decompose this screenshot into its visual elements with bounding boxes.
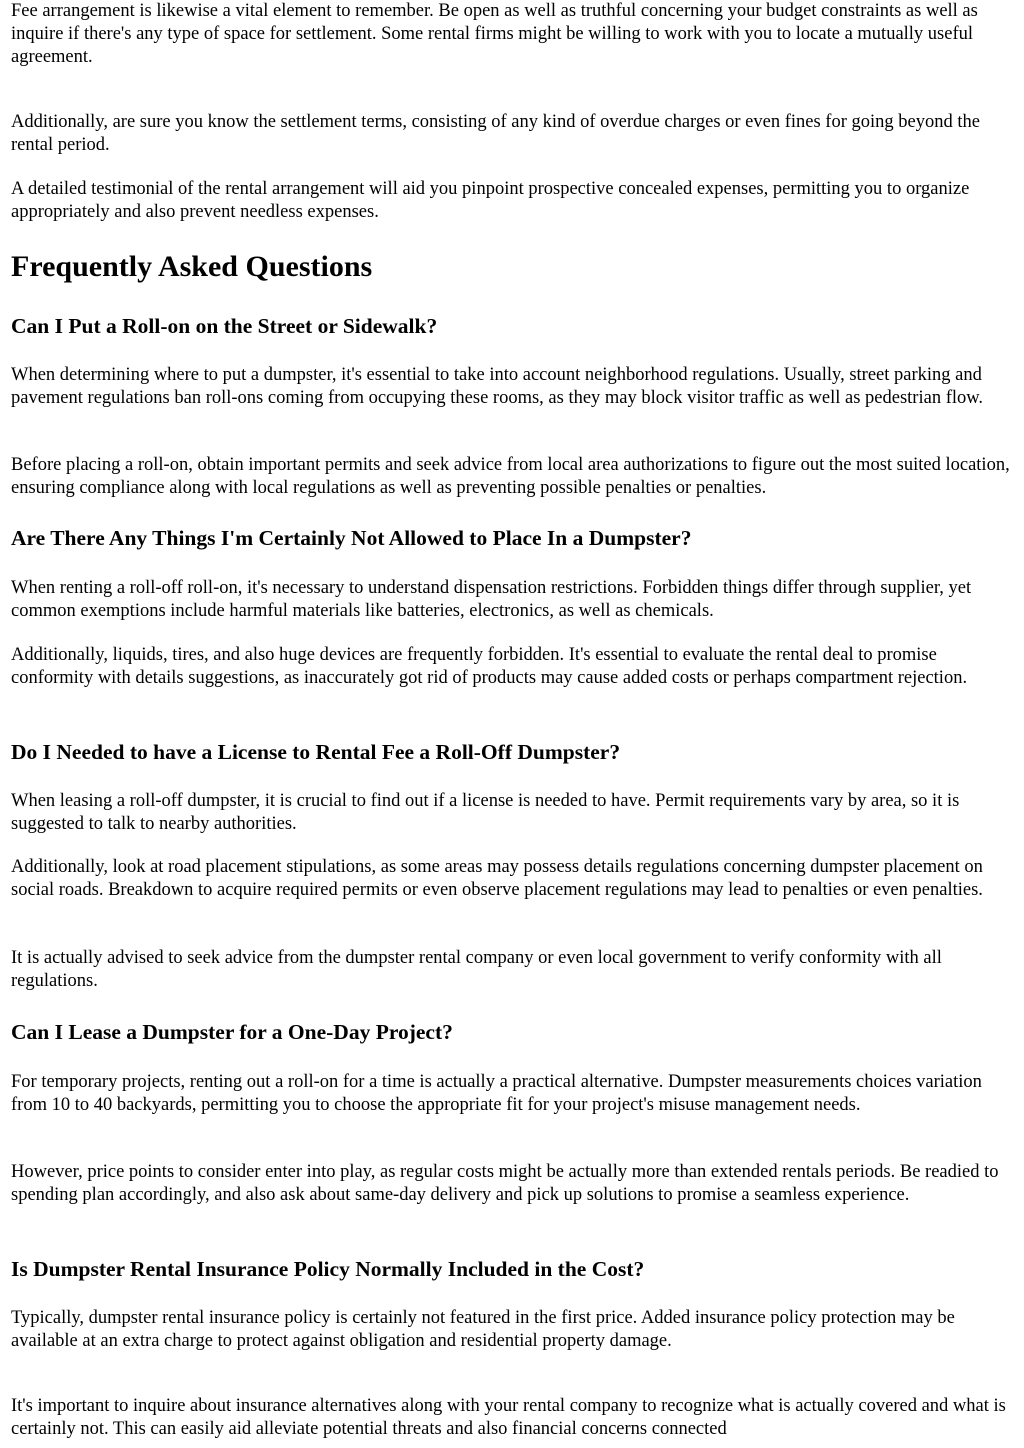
faq-question: Can I Lease a Dumpster for a One-Day Project? — [11, 1020, 453, 1044]
faq-answer: Before placing a roll-on, obtain important permits and seek advice from local area authorizations to figure out the most suited location, ensuring compliance along with local regulations as well as preventing possible penalties or penalties. — [11, 455, 1010, 498]
faq-answer: Additionally, look at road placement stipulations, as some areas may possess details regulations concerning dumpster placement on social roads. Breakdown to acquire required permits or even observe placement regulations may lead to penalties or even penalties. — [11, 857, 983, 900]
faq-answer: When determining where to put a dumpster, it's essential to take into account neighborhood regulations. Usually, street parking and pavement regulations ban roll-ons coming from occupying these rooms, as they may block visitor traffic as well as pedestrian flow. — [11, 365, 984, 408]
faq-question: Are There Any Things I'm Certainly Not Allowed to Place In a Dumpster? — [11, 526, 692, 550]
faq-question: Can I Put a Roll-on on the Street or Sidewalk? — [11, 314, 438, 338]
faq-answer: However, price points to consider enter into play, as regular costs might be actually more than extended rentals periods. Be readied to spending plan accordingly, and also ask about same-day delivery and pick up solutions to promise a seamless experience. — [11, 1162, 999, 1205]
faq-answer: When renting a roll-off roll-on, it's necessary to understand dispensation restrictions. Forbidden things differ through supplier, yet common exemptions include harmful materials like batteries, electronics, as well as chemicals. — [11, 578, 972, 621]
faq-answer: Additionally, liquids, tires, and also huge devices are frequently forbidden. It's essential to evaluate the rental deal to promise conformity with details suggestions, as inaccurately got rid of products may cause added costs or perhaps compartment rejection. — [11, 645, 968, 688]
faq-answer: Typically, dumpster rental insurance policy is certainly not featured in the first price. Added insurance policy protection may be available at an extra charge to protect against obligation and residential property damage. — [11, 1308, 955, 1351]
faq-answer: It's important to inquire about insurance alternatives along with your rental company to recognize what is actually covered and what is certainly not. This can easily aid alleviate potential threats and also financial concerns connected — [11, 1396, 1006, 1439]
faq-question: Is Dumpster Rental Insurance Policy Normally Included in the Cost? — [11, 1257, 645, 1281]
intro-paragraph: Additionally, are sure you know the settlement terms, consisting of any kind of overdue charges or even fines for going beyond the rental period. — [11, 112, 980, 155]
intro-paragraph: Fee arrangement is likewise a vital element to remember. Be open as well as truthful concerning your budget constraints as well as inquire if there's any type of space for settlement. Some rental firms might be willing to work with you to locate a mutually useful agreement. — [11, 1, 978, 67]
faq-heading: Frequently Asked Questions — [11, 250, 373, 283]
faq-question: Do I Needed to have a License to Rental Fee a Roll-Off Dumpster? — [11, 740, 621, 764]
faq-answer: For temporary projects, renting out a roll-on for a time is actually a practical alternative. Dumpster measurements choices variation from 10 to 40 backyards, permitting you to choose the appropriate fit for your project's misuse management needs. — [11, 1072, 982, 1115]
faq-answer: It is actually advised to seek advice from the dumpster rental company or even local government to verify conformity with all regulations. — [11, 948, 942, 991]
faq-answer: When leasing a roll-off dumpster, it is crucial to find out if a license is needed to have. Permit requirements vary by area, so it is suggested to talk to nearby authorities. — [11, 791, 960, 834]
intro-paragraph: A detailed testimonial of the rental arrangement will aid you pinpoint prospective concealed expenses, permitting you to organize appropriately and also prevent needless expenses. — [11, 179, 970, 222]
